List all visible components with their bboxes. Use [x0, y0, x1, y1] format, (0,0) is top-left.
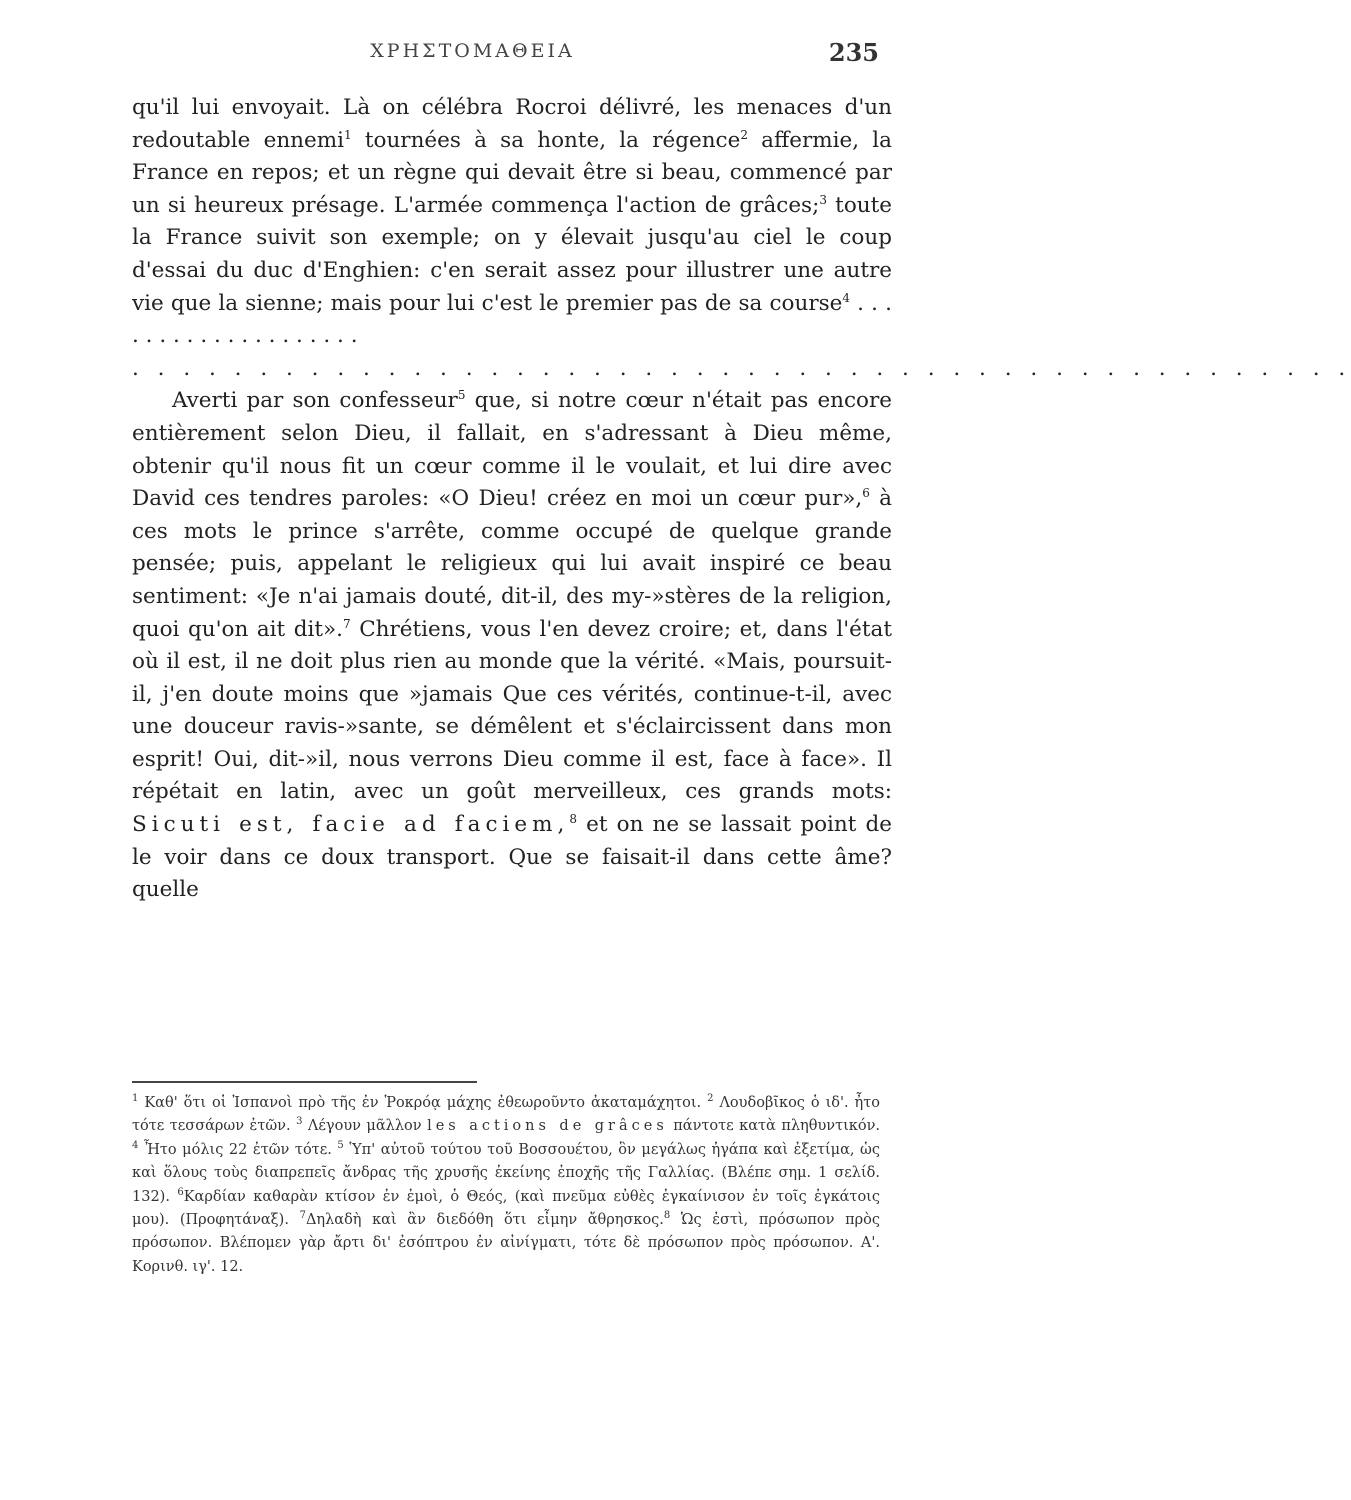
footnote-marker: 2 [707, 1093, 714, 1105]
footnote-marker: 7 [299, 1210, 306, 1222]
text-run: à ces mots le prince s'arrête, comme occupé de quelque grande pensée; puis, appelant le religieux qui lui avait inspiré ce beau sentiment: «Je n'ai jamais douté, dit-il, des my-»stères de la religion, quoi qu'on ait dit». [132, 486, 892, 642]
footnote-text: Ὑπ' αὐτοῦ τούτου τοῦ Βοσσουέτου, ὃν μεγάλως ἠγάπα καὶ ἐξετίμα, ὡς καὶ ὅλους τοὺς διαπρεπεῖς ἄνδρας τῆς χρυσῆς ἐκείνης ἐποχῆς τῆς Γαλλίας. (Βλέπε σημ. 1 σελίδ. 132). [132, 1141, 880, 1205]
footnote-text: Λουδοβῖκος ὁ ιδ'. ἦτο τότε τεσσάρων ἐτῶν. [132, 1095, 880, 1135]
text-run: et on ne se lassait point de le voir dans ce doux transport. Que se faisait-il dans cette âme? quelle [132, 812, 892, 903]
text-run: toute la France suivit son exemple; on y élevait jusqu'au ciel le coup d'essai du duc d'Enghien: c'en serait assez pour illustrer une autre vie que la sienne; mais pour lui c'est le premier pas de sa course [132, 192, 892, 316]
footnote-text: Λέγουν μᾶλλον [302, 1118, 428, 1135]
footnote-text: Καρδίαν καθαρὰν κτίσον ἐν ἐμοὶ, ὁ Θεός, [183, 1188, 508, 1205]
text-run: Chrétiens, vous l'en devez croire; et, dans l'état où il est, il ne doit plus rien au monde que la vérité. «Mais, poursuit-il, j'en doute moins que »jamais Que ces vérités, continue-t-il, avec une douceur ravis-»sante, se démêlent et s'éclaircissent dans mon esprit! Oui, dit-»il, nous verrons Dieu comme il est, face à face». Il répétait en latin, avec un goût merveilleux, ces grands mots: [132, 616, 892, 805]
footnote-text: Δηλαδὴ καὶ ἂν διεδόθη ὅτι εἶμην ἄθρησκος. [305, 1212, 664, 1229]
footnote-marker: 5 [337, 1139, 344, 1151]
footnote-spaced-text: les actions de grâces [427, 1118, 668, 1135]
footnote-ref: 8 [569, 811, 578, 826]
footnotes [132, 1092, 880, 1279]
footnote-text: Βλέπομεν γὰρ ἄρτι δι' ἐσόπτρου ἐν αἰνίγματι, τότε δὲ πρόσωπον πρὸς πρόσωπον. [219, 1235, 854, 1252]
footnote-ref: 2 [740, 127, 748, 142]
footnote-text: Καθ' ὅτι οἱ Ἰσπανοὶ πρὸ τῆς ἐν Ῥοκρόᾳ μάχης ἐθεωροῦντο ἀκαταμάχητοι. [138, 1095, 708, 1111]
footnote-ref: 5 [457, 388, 466, 403]
paragraph-2 [132, 385, 892, 907]
latin-quote: Sicuti est, facie ad faciem, [132, 812, 570, 838]
footnote-text: πάντοτε κατὰ πληθυντικόν. [667, 1118, 881, 1135]
footnote-ref: 3 [819, 192, 827, 207]
footnote-marker: 3 [296, 1116, 303, 1128]
page-number: 235 [828, 38, 879, 67]
footnote-text: Α'. Κορινθ. ιγ'. 12. [132, 1235, 880, 1275]
text-run: qu'il lui envoyait. Là on célébra Rocroi délivré, les menaces d'un redoutable ennemi [132, 95, 892, 153]
footnote-text: Ὡς ἐστὶ, πρόσωπον πρὸς πρόσωπον. [132, 1212, 880, 1252]
footnote-marker: 8 [663, 1210, 671, 1222]
footnote-block [132, 1092, 880, 1279]
running-title: ΧΡΗΣΤΟΜΑΘΕΙΑ [370, 40, 575, 62]
paragraph-1 [132, 92, 892, 353]
main-text [132, 92, 1351, 907]
text-run: que, si notre cœur n'était pas encore entièrement selon Dieu, il fallait, en s'adressant à Dieu même, obtenir qu'il nous fit un cœur comme il le voulait, et lui dire avec David ces tendres paroles: «O Dieu! créez en moi un cœur pur», [132, 388, 892, 512]
omission-dots-line: . . . . . . . . . . . . . . . . . . . . . . . . . . . . . . . . . . . . . . . . . . . . . . . . [132, 355, 1351, 381]
footnote-text: (καὶ πνεῦμα εὐθὲς ἐγκαίνισον ἐν τοῖς ἐγκάτοις μου). (Προφητάναξ). [132, 1188, 880, 1229]
ellipsis-dots: . . . . . . . . . . . . . . . . . . . . [132, 290, 892, 349]
footnote-marker: 4 [132, 1139, 139, 1151]
footnote-rule [132, 1081, 477, 1083]
footnote-text: Ἦτο μόλις 22 ἐτῶν τότε. [138, 1141, 338, 1158]
text-run: affermie, la France en repos; et un règne qui devait être si beau, commencé par un si heureux présage. L'armée commença l'action de grâces; [132, 127, 893, 218]
footnote-marker: 1 [132, 1093, 139, 1105]
text-run: tournées à sa honte, la régence [351, 127, 741, 153]
footnote-ref: 7 [343, 616, 351, 631]
footnote-ref: 4 [842, 290, 851, 305]
text-run: Averti par son confesseur [172, 388, 458, 414]
footnote-ref: 6 [862, 485, 870, 500]
footnote-ref: 1 [344, 127, 352, 142]
footnote-marker: 6 [177, 1186, 184, 1198]
